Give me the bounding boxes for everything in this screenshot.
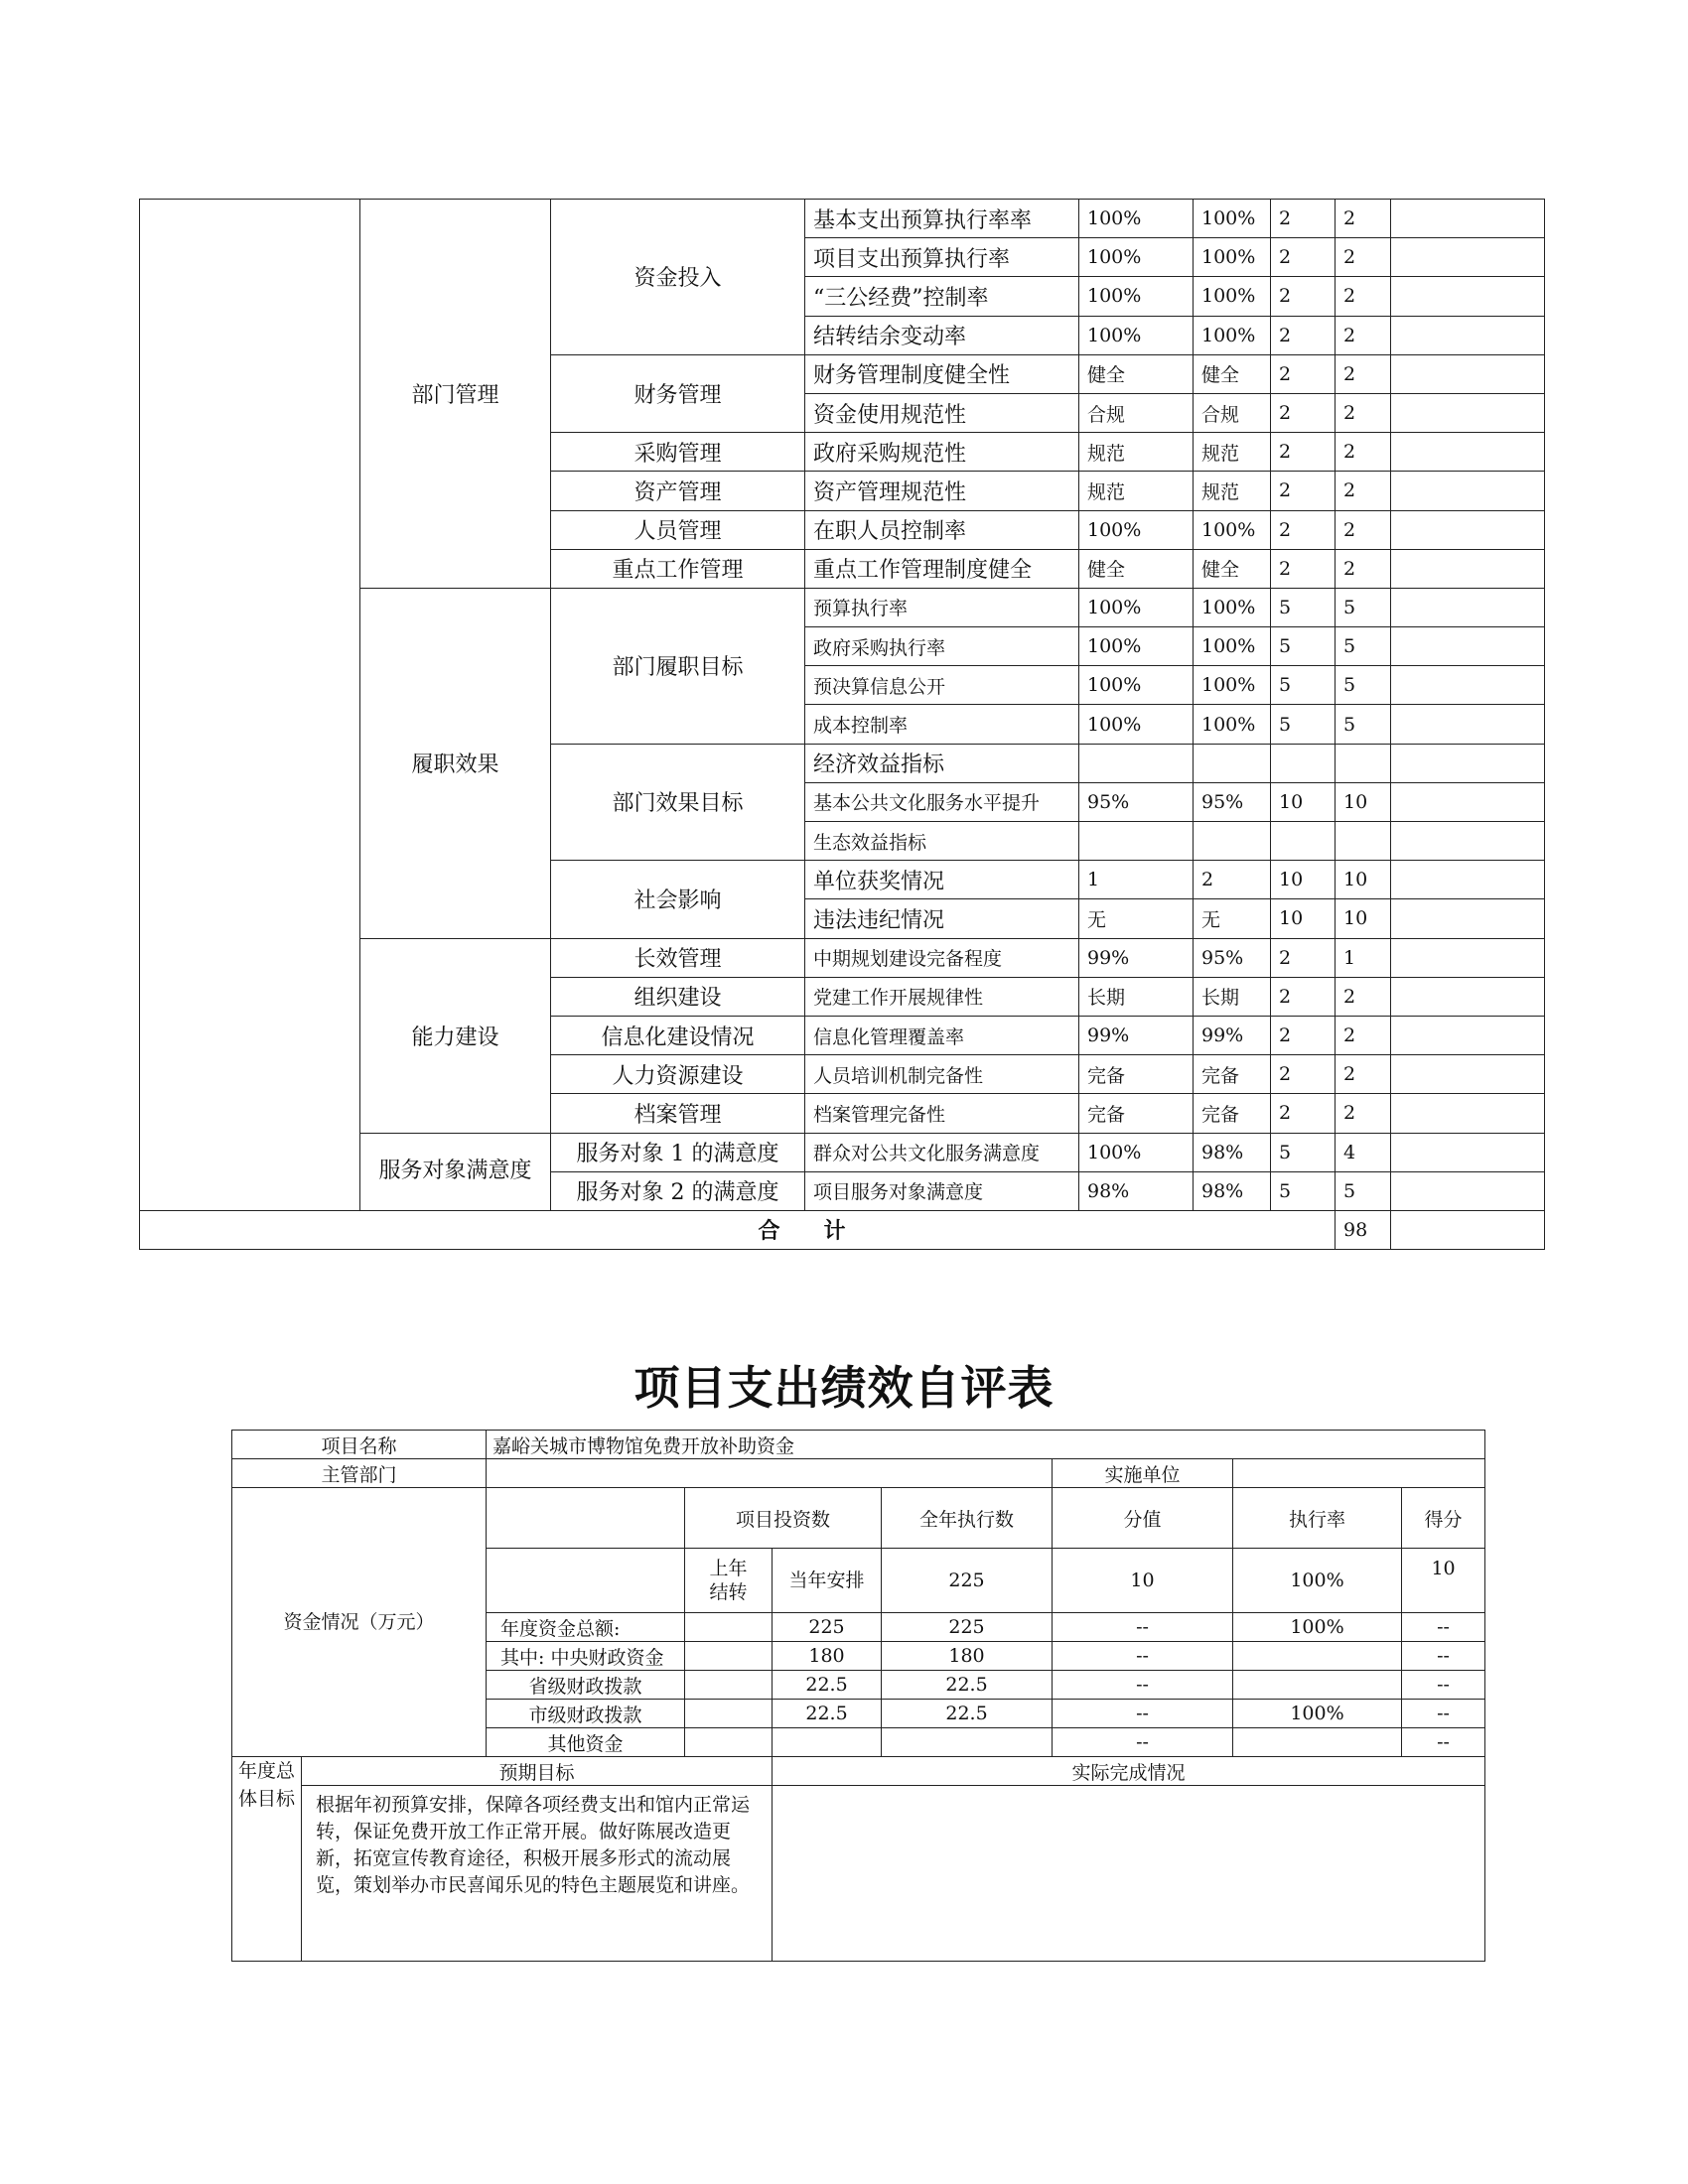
target-value — [1079, 822, 1194, 861]
score-value: 2 — [1336, 472, 1391, 510]
indicator-name: 信息化管理覆盖率 — [805, 1016, 1079, 1054]
target-value: 100% — [1079, 627, 1194, 666]
table-row — [140, 200, 1545, 238]
prev-year-value — [685, 1671, 773, 1700]
annual-exec-value: 22.5 — [882, 1700, 1053, 1728]
indicator-name: 档案管理完备性 — [805, 1094, 1079, 1133]
score-value: 4 — [1336, 1133, 1391, 1171]
indicator-name: 在职人员控制率 — [805, 510, 1079, 549]
rate-header: 执行率 — [1233, 1488, 1402, 1549]
actual-value: 健全 — [1194, 549, 1271, 588]
indicator-name: “三公经费”控制率 — [805, 277, 1079, 316]
target-value: 100% — [1079, 588, 1194, 626]
remark-cell — [1391, 899, 1545, 938]
rate-value — [1233, 1728, 1402, 1757]
remark-cell — [1391, 1171, 1545, 1210]
indicator-name: 经济效益指标 — [805, 744, 1079, 782]
score-value: -- — [1402, 1613, 1485, 1642]
score-value: 2 — [1336, 277, 1391, 316]
score-value: 2 — [1336, 238, 1391, 277]
indicator-name: 生态效益指标 — [805, 822, 1079, 861]
weight-value: 5 — [1271, 1133, 1336, 1171]
actual-value: 98% — [1194, 1171, 1271, 1210]
weight-value: 5 — [1271, 705, 1336, 744]
weight-value — [1271, 744, 1336, 782]
this-year-value — [773, 1728, 882, 1757]
actual-value: 100% — [1194, 200, 1271, 238]
sub-indicator: 档案管理 — [551, 1094, 805, 1133]
weight-header: 分值 — [1053, 1488, 1233, 1549]
target-value: 完备 — [1079, 1055, 1194, 1094]
remark-cell — [1391, 393, 1545, 432]
rate-value: 100% — [1233, 1613, 1402, 1642]
indicator-name: 基本支出预算执行率率 — [805, 200, 1079, 238]
sub-indicator: 资产管理 — [551, 472, 805, 510]
target-value: 95% — [1079, 782, 1194, 821]
this-year-value: 180 — [773, 1642, 882, 1671]
weight-value: 2 — [1271, 1016, 1336, 1054]
score-value: -- — [1402, 1642, 1485, 1671]
indicator-name: 违法违纪情况 — [805, 899, 1079, 938]
target-value: 100% — [1079, 705, 1194, 744]
prev-year-header: 上年结转 — [685, 1549, 773, 1613]
fund-label: 其中: 中央财政资金 — [487, 1642, 685, 1671]
funds-subheader-blank — [487, 1549, 685, 1613]
indicator-name: 单位获奖情况 — [805, 861, 1079, 899]
remark-cell — [1391, 354, 1545, 393]
score-value: 2 — [1336, 393, 1391, 432]
total-label: 合 计 — [140, 1210, 1336, 1249]
target-value: 100% — [1079, 316, 1194, 354]
score-value: 2 — [1336, 354, 1391, 393]
actual-value: 规范 — [1194, 472, 1271, 510]
remark-cell — [1391, 861, 1545, 899]
impl-value — [1233, 1459, 1485, 1488]
indicator-name: 中期规划建设完备程度 — [805, 938, 1079, 977]
score-value: -- — [1402, 1700, 1485, 1728]
sub-indicator: 部门履职目标 — [551, 588, 805, 744]
actual-value: 100% — [1194, 277, 1271, 316]
indicator-name: 政府采购规范性 — [805, 433, 1079, 472]
score-value: 2 — [1336, 1055, 1391, 1094]
score-value: 5 — [1336, 588, 1391, 626]
remark-cell — [1391, 433, 1545, 472]
fund-label: 市级财政拨款 — [487, 1700, 685, 1728]
weight-value: 5 — [1271, 627, 1336, 666]
sub-indicator: 财务管理 — [551, 354, 805, 432]
actual-value: 完备 — [1194, 1094, 1271, 1133]
actual-value: 完备 — [1194, 1055, 1271, 1094]
score-value: -- — [1402, 1671, 1485, 1700]
remark-cell — [1391, 782, 1545, 821]
this-year-header: 当年安排 — [773, 1549, 882, 1613]
rate-value — [1233, 1671, 1402, 1700]
score-value: 2 — [1336, 1094, 1391, 1133]
remark-cell — [1391, 316, 1545, 354]
actual-value — [1194, 744, 1271, 782]
funds-label: 资金情况（万元） — [232, 1488, 487, 1757]
weight-value: 2 — [1271, 238, 1336, 277]
actual-completion-text — [773, 1786, 1485, 1962]
weight-value: 10 — [1271, 861, 1336, 899]
indicator-name: 重点工作管理制度健全 — [805, 549, 1079, 588]
score-value: 10 — [1336, 782, 1391, 821]
remark-cell — [1391, 744, 1545, 782]
sub-indicator: 社会影响 — [551, 861, 805, 938]
weight-value: 2 — [1271, 938, 1336, 977]
annual-exec-value: 180 — [882, 1642, 1053, 1671]
score-value — [1336, 822, 1391, 861]
target-value: 99% — [1079, 1016, 1194, 1054]
score-header: 得分 — [1402, 1488, 1485, 1549]
target-value: 1 — [1079, 861, 1194, 899]
actual-value: 规范 — [1194, 433, 1271, 472]
annual-exec-value: 225 — [882, 1613, 1053, 1642]
indicator-name: 政府采购执行率 — [805, 627, 1079, 666]
weight-value: 5 — [1271, 588, 1336, 626]
indicator-name: 项目支出预算执行率 — [805, 238, 1079, 277]
weight-value: 2 — [1271, 977, 1336, 1016]
remark-cell — [1391, 510, 1545, 549]
project-name-label: 项目名称 — [232, 1431, 487, 1459]
group-capacity: 能力建设 — [360, 938, 551, 1133]
weight-value: 5 — [1271, 666, 1336, 705]
weight-value: -- — [1053, 1671, 1233, 1700]
weight-value: 5 — [1271, 1171, 1336, 1210]
weight-value: -- — [1053, 1728, 1233, 1757]
actual-value: 100% — [1194, 588, 1271, 626]
indicator-name: 预决算信息公开 — [805, 666, 1079, 705]
score-value: 5 — [1336, 705, 1391, 744]
target-value: 100% — [1079, 510, 1194, 549]
indicator-name: 项目服务对象满意度 — [805, 1171, 1079, 1210]
actual-value: 100% — [1194, 666, 1271, 705]
target-value: 健全 — [1079, 354, 1194, 393]
target-value: 100% — [1079, 1133, 1194, 1171]
project-expenditure-table — [231, 1430, 1485, 1962]
target-value: 99% — [1079, 938, 1194, 977]
target-value: 无 — [1079, 899, 1194, 938]
target-value: 长期 — [1079, 977, 1194, 1016]
weight-value: 2 — [1271, 277, 1336, 316]
sub-indicator: 服务对象 2 的满意度 — [551, 1171, 805, 1210]
actual-value: 100% — [1194, 705, 1271, 744]
actual-value: 98% — [1194, 1133, 1271, 1171]
target-value: 98% — [1079, 1171, 1194, 1210]
actual-value: 合规 — [1194, 393, 1271, 432]
rate-value: 100% — [1233, 1700, 1402, 1728]
score-value: -- — [1402, 1728, 1485, 1757]
target-value: 规范 — [1079, 472, 1194, 510]
indicator-name: 资产管理规范性 — [805, 472, 1079, 510]
this-year-value: 22.5 — [773, 1671, 882, 1700]
actual-value: 长期 — [1194, 977, 1271, 1016]
sub-indicator: 组织建设 — [551, 977, 805, 1016]
actual-value: 95% — [1194, 782, 1271, 821]
group-performance: 履职效果 — [360, 588, 551, 938]
expected-goal-text: 根据年初预算安排，保障各项经费支出和馆内正常运转，保证免费开放工作正常开展。做好陈展改造更新，拓宽宣传教育途径，积极开展多形式的流动展览，策划举办市民喜闻乐见的特色主题展览和讲座。 — [302, 1786, 773, 1962]
remark-cell — [1391, 938, 1545, 977]
score-value: 2 — [1336, 316, 1391, 354]
actual-value: 100% — [1194, 627, 1271, 666]
sub-indicator: 资金投入 — [551, 200, 805, 355]
indicator-name: 财务管理制度健全性 — [805, 354, 1079, 393]
weight-value: 10 — [1271, 782, 1336, 821]
annual-exec-value: 22.5 — [882, 1671, 1053, 1700]
remark-cell — [1391, 588, 1545, 626]
group-satisfaction: 服务对象满意度 — [360, 1133, 551, 1210]
prev-year-value — [685, 1642, 773, 1671]
target-value: 完备 — [1079, 1094, 1194, 1133]
this-year-value: 225 — [773, 1613, 882, 1642]
actual-value: 无 — [1194, 899, 1271, 938]
performance-evaluation-table — [139, 199, 1545, 1250]
weight-value: 2 — [1271, 433, 1336, 472]
weight-value: -- — [1053, 1613, 1233, 1642]
sub-indicator: 采购管理 — [551, 433, 805, 472]
weight-value: 10 — [1271, 899, 1336, 938]
impl-label: 实施单位 — [1053, 1459, 1233, 1488]
weight-value: 2 — [1271, 354, 1336, 393]
remark-cell — [1391, 472, 1545, 510]
this-year-value: 22.5 — [773, 1700, 882, 1728]
sub-indicator: 服务对象 1 的满意度 — [551, 1133, 805, 1171]
remark-cell — [1391, 1016, 1545, 1054]
target-value: 100% — [1079, 200, 1194, 238]
annual-goal-label: 年度总体目标 — [232, 1757, 302, 1962]
actual-value: 100% — [1194, 316, 1271, 354]
sub-indicator: 人员管理 — [551, 510, 805, 549]
sub-indicator: 部门效果目标 — [551, 744, 805, 861]
indicator-name: 基本公共文化服务水平提升 — [805, 782, 1079, 821]
weight-value: 2 — [1271, 200, 1336, 238]
prev-year-value — [685, 1613, 773, 1642]
indicator-name: 结转结余变动率 — [805, 316, 1079, 354]
remark-cell — [1391, 705, 1545, 744]
dept-value — [487, 1459, 1053, 1488]
actual-completion-header: 实际完成情况 — [773, 1757, 1485, 1786]
score-value: 10 — [1402, 1549, 1485, 1613]
score-value: 2 — [1336, 433, 1391, 472]
annual-exec-header: 全年执行数 — [882, 1488, 1053, 1549]
remark-cell — [1391, 1055, 1545, 1094]
sub-indicator: 重点工作管理 — [551, 549, 805, 588]
sub-indicator: 信息化建设情况 — [551, 1016, 805, 1054]
group-dept-mgmt: 部门管理 — [360, 200, 551, 589]
funds-header-blank — [487, 1488, 685, 1549]
page-title: 项目支出绩效自评表 — [633, 1361, 1055, 1415]
annual-exec-value — [882, 1728, 1053, 1757]
score-value: 2 — [1336, 1016, 1391, 1054]
rate-value: 100% — [1233, 1549, 1402, 1613]
weight-value: 2 — [1271, 1055, 1336, 1094]
target-value: 100% — [1079, 666, 1194, 705]
remark-cell — [1391, 1133, 1545, 1171]
score-value — [1336, 744, 1391, 782]
remark-cell — [1391, 977, 1545, 1016]
dept-label: 主管部门 — [232, 1459, 487, 1488]
remark-cell — [1391, 549, 1545, 588]
weight-value — [1271, 822, 1336, 861]
weight-value: 2 — [1271, 393, 1336, 432]
fund-label: 省级财政拨款 — [487, 1671, 685, 1700]
fund-label: 年度资金总额: — [487, 1613, 685, 1642]
weight-value: 2 — [1271, 510, 1336, 549]
actual-value: 95% — [1194, 938, 1271, 977]
indicator-name: 人员培训机制完备性 — [805, 1055, 1079, 1094]
weight-value: 2 — [1271, 472, 1336, 510]
remark-cell — [1391, 822, 1545, 861]
investment-header: 项目投资数 — [685, 1488, 882, 1549]
indicator-name: 资金使用规范性 — [805, 393, 1079, 432]
actual-value: 2 — [1194, 861, 1271, 899]
remark-cell — [1391, 238, 1545, 277]
rate-value — [1233, 1642, 1402, 1671]
indicator-name: 成本控制率 — [805, 705, 1079, 744]
total-score: 98 — [1336, 1210, 1391, 1249]
category-cell — [140, 200, 360, 1211]
score-value: 2 — [1336, 977, 1391, 1016]
actual-value: 100% — [1194, 510, 1271, 549]
score-value: 5 — [1336, 627, 1391, 666]
actual-value: 99% — [1194, 1016, 1271, 1054]
annual-exec-value: 225 — [882, 1549, 1053, 1613]
target-value: 100% — [1079, 238, 1194, 277]
score-value: 1 — [1336, 938, 1391, 977]
prev-year-value — [685, 1728, 773, 1757]
weight-value: -- — [1053, 1642, 1233, 1671]
remark-cell — [1391, 200, 1545, 238]
score-value: 2 — [1336, 200, 1391, 238]
total-remark — [1391, 1210, 1545, 1249]
score-value: 5 — [1336, 1171, 1391, 1210]
score-value: 5 — [1336, 666, 1391, 705]
score-value: 2 — [1336, 510, 1391, 549]
expected-goal-header: 预期目标 — [302, 1757, 773, 1786]
indicator-name: 预算执行率 — [805, 588, 1079, 626]
score-value: 10 — [1336, 861, 1391, 899]
target-value: 规范 — [1079, 433, 1194, 472]
weight-value: 10 — [1053, 1549, 1233, 1613]
score-value: 2 — [1336, 549, 1391, 588]
actual-value — [1194, 822, 1271, 861]
target-value: 100% — [1079, 277, 1194, 316]
indicator-name: 党建工作开展规律性 — [805, 977, 1079, 1016]
sub-indicator: 人力资源建设 — [551, 1055, 805, 1094]
project-name-value: 嘉峪关城市博物馆免费开放补助资金 — [487, 1431, 1485, 1459]
remark-cell — [1391, 277, 1545, 316]
target-value: 健全 — [1079, 549, 1194, 588]
prev-year-value — [685, 1700, 773, 1728]
sub-indicator: 长效管理 — [551, 938, 805, 977]
total-row — [140, 1210, 1545, 1249]
weight-value: 2 — [1271, 316, 1336, 354]
weight-value: -- — [1053, 1700, 1233, 1728]
weight-value: 2 — [1271, 1094, 1336, 1133]
remark-cell — [1391, 627, 1545, 666]
actual-value: 健全 — [1194, 354, 1271, 393]
score-value: 10 — [1336, 899, 1391, 938]
fund-label: 其他资金 — [487, 1728, 685, 1757]
actual-value: 100% — [1194, 238, 1271, 277]
target-value: 合规 — [1079, 393, 1194, 432]
target-value — [1079, 744, 1194, 782]
remark-cell — [1391, 666, 1545, 705]
indicator-name: 群众对公共文化服务满意度 — [805, 1133, 1079, 1171]
remark-cell — [1391, 1094, 1545, 1133]
weight-value: 2 — [1271, 549, 1336, 588]
